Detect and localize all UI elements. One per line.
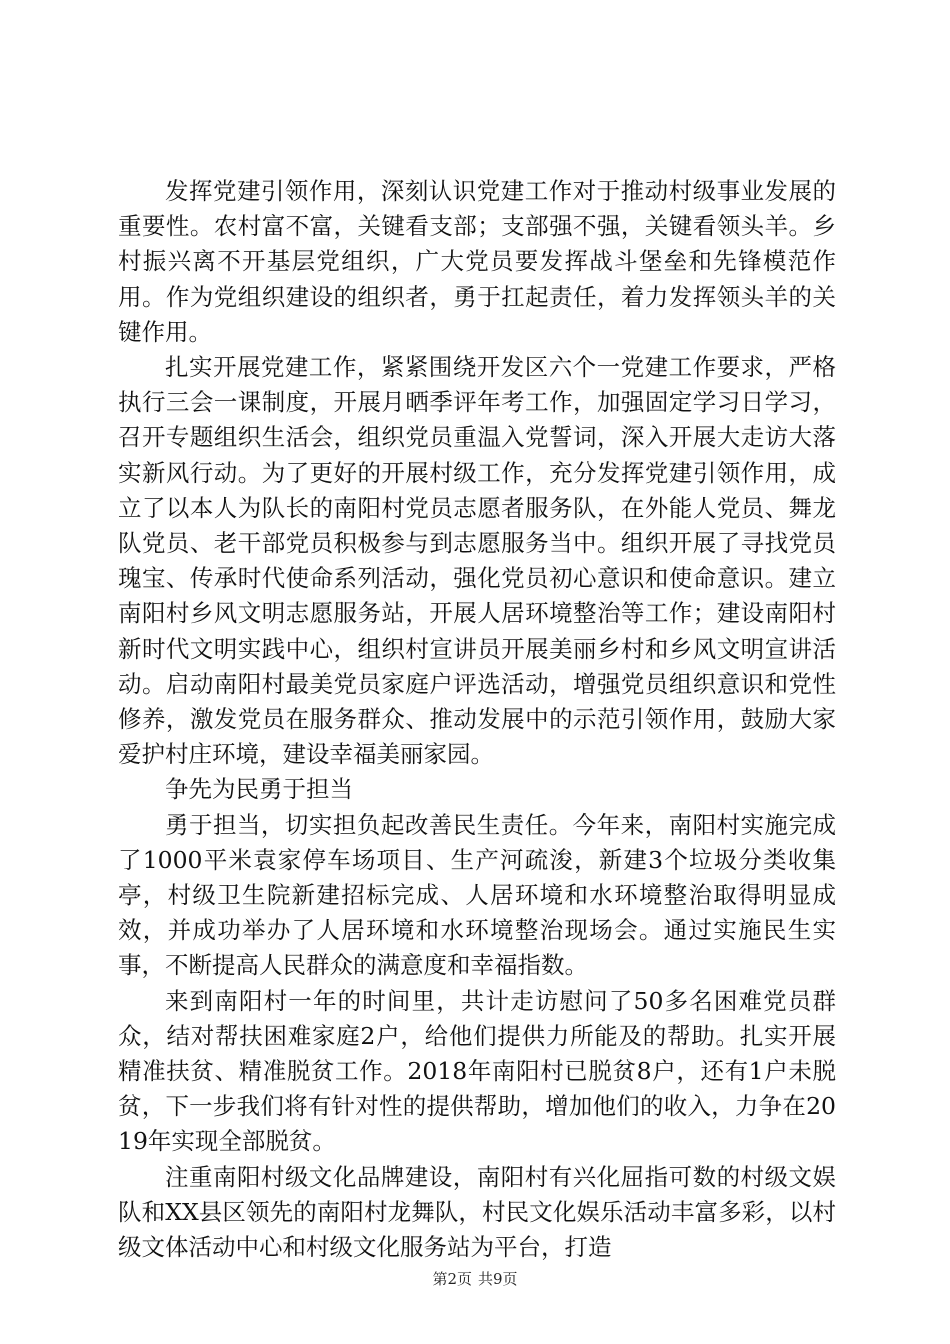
paragraph-poverty-relief: 来到南阳村一年的时间里，共计走访慰问了50多名困难党员群众，结对帮扶困难家庭2户，给他们提供力所能及的帮助。扎实开展精准扶贫、精准脱贫工作。2018年南阳村已脱贫8户，还有1户未脱贫，下一步我们将有针对性的提供帮助，增加他们的收入，力争在2019年实现全部脱贫。: [118, 986, 836, 1156]
paragraph-party-leadership: 发挥党建引领作用，深刻认识党建工作对于推动村级事业发展的重要性。农村富不富，关键看支部；支部强不强，关键看领头羊。乡村振兴离不开基层党组织，广大党员要发挥战斗堡垒和先锋模范作用。作为党组织建设的组织者，勇于扛起责任，着力发挥领头羊的关键作用。: [118, 177, 836, 346]
paragraph-livelihood: 勇于担当，切实担负起改善民生责任。今年来，南阳村实施完成了1000平米袁家停车场项目、生产河疏浚，新建3个垃圾分类收集亭，村级卫生院新建招标完成、人居环境和水环境整治取得明显成效，并成功举办了人居环境和水环境整治现场会。通过实施民生实事，不断提高人民群众的满意度和幸福指数。: [118, 810, 836, 980]
page-footer: [0, 1268, 950, 1289]
paragraph-party-work: 扎实开展党建工作，紧紧围绕开发区六个一党建工作要求，严格执行三会一课制度，开展月晒季评年考工作，加强固定学习日学习，召开专题组织生活会，组织党员重温入党誓词，深入开展大走访大落实新风行动。为了更好的开展村级工作，充分发挥党建引领作用，成立了以本人为队长的南阳村党员志愿者服务队，在外能人党员、舞龙队党员、老干部党员积极参与到志愿服务当中。组织开展了寻找党员瑰宝、传承时代使命系列活动，强化党员初心意识和使命意识。建立南阳村乡风文明志愿服务站，开展人居环境整治等工作；建设南阳村新时代文明实践中心，组织村宣讲员开展美丽乡村和乡风文明宣讲活动。启动南阳村最美党员家庭户评选活动，增强党员组织意识和党性修养，激发党员在服务群众、推动发展中的示范引领作用，鼓励大家爱护村庄环境，建设幸福美丽家园。: [118, 353, 836, 769]
page-number: 第2页: [432, 1270, 472, 1288]
paragraph-culture: 注重南阳村级文化品牌建设，南阳村有兴化屈指可数的村级文娱队和XX县区领先的南阳村龙舞队，村民文化娱乐活动丰富多彩，以村级文体活动中心和村级文化服务站为平台，打造: [118, 1162, 836, 1262]
section-heading: 争先为民勇于担当: [165, 775, 353, 804]
document-body: [118, 174, 836, 1265]
page-total: 共9页: [478, 1270, 518, 1288]
